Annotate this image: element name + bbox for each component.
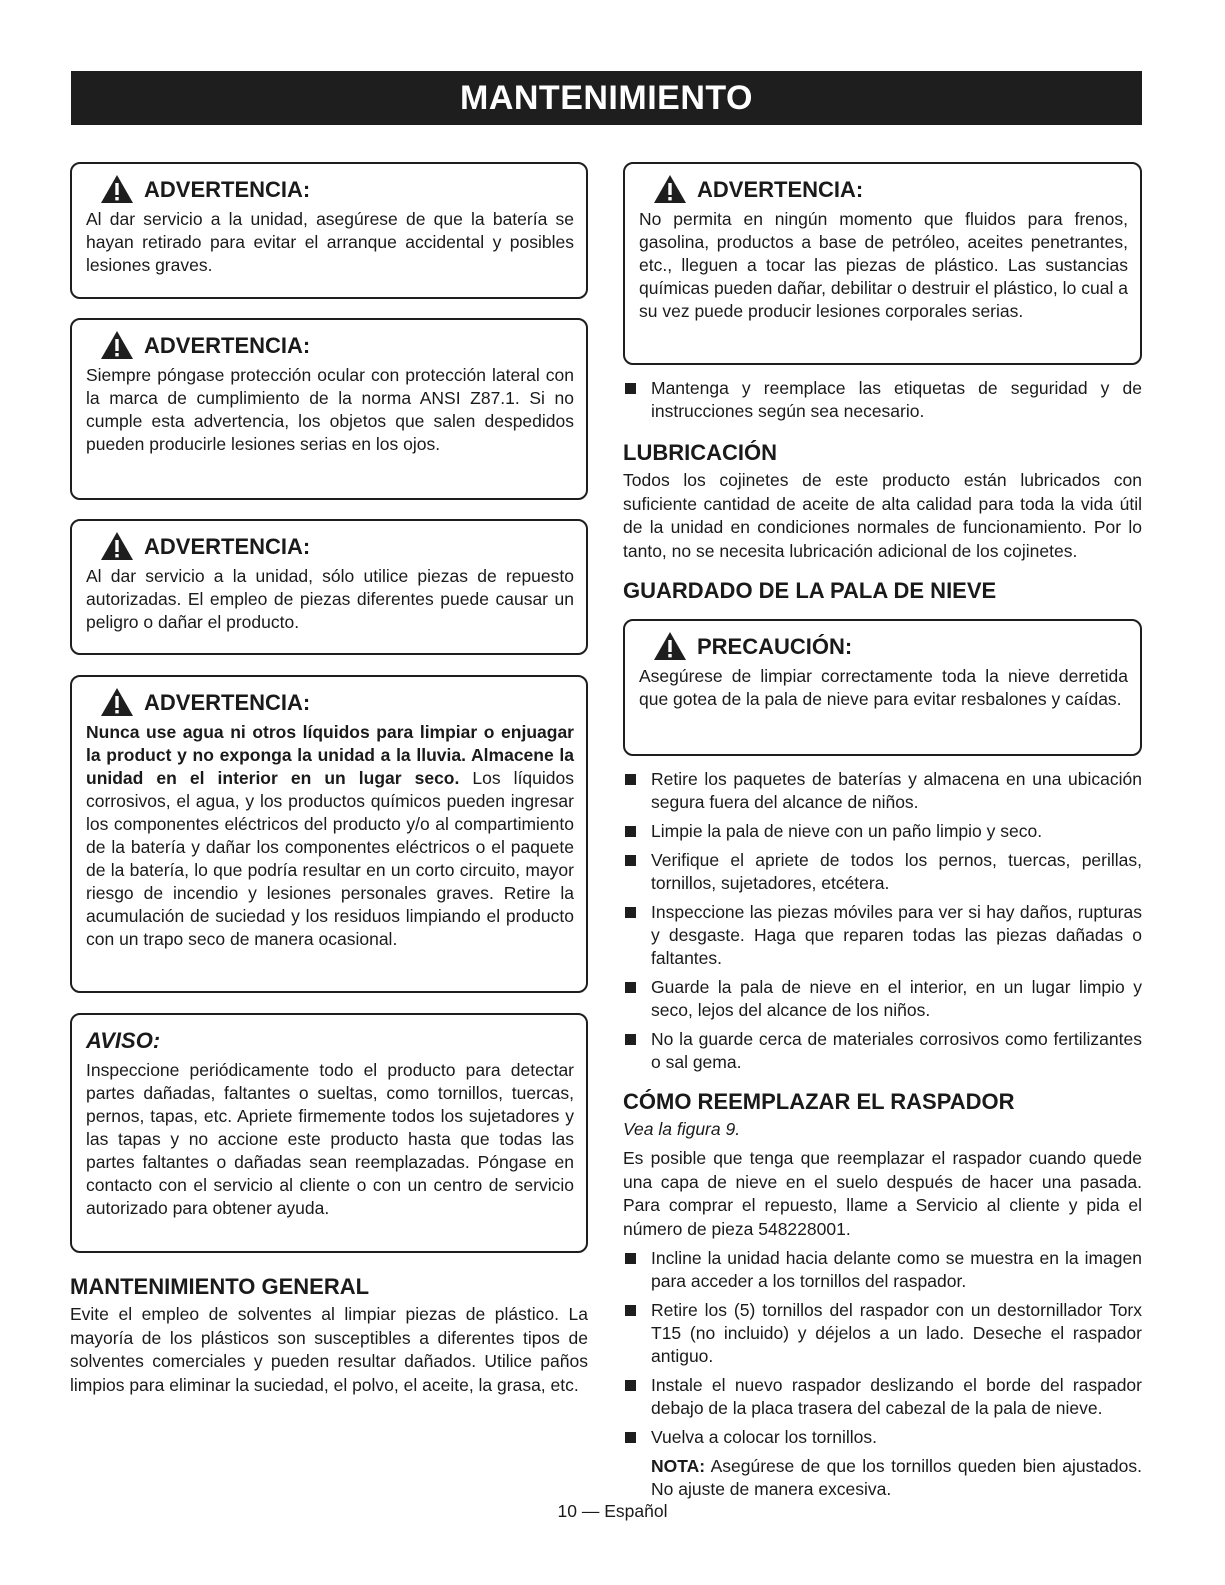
- warning-heading: [653, 170, 1128, 208]
- note-label: NOTA:: [651, 1456, 706, 1476]
- list-item-text: Instale el nuevo raspador deslizando el borde del raspador debajo de la placa trasera del cabezal de la pala de nieve.: [651, 1375, 1142, 1418]
- labels-bullet-list: [623, 377, 1142, 423]
- warning-title: ADVERTENCIA:: [144, 176, 311, 202]
- general-maintenance-text: Evite el empleo de solventes al limpiar piezas de plástico. La mayoría de los plásticos son susceptibles a diferentes tipos de solventes comerciales y pueden resultar dañados. Utilice paños limpios para eliminar la suciedad, el polvo, el aceite, la grasa, etc.: [70, 1304, 588, 1395]
- note-text: Asegúrese de que los tornillos queden bien ajustados. No ajuste de manera excesiva.: [651, 1456, 1142, 1499]
- figure-reference: Vea la figura 9.: [623, 1119, 741, 1139]
- warning-heading: [100, 170, 574, 208]
- bullet-square-icon: [625, 1305, 636, 1316]
- warning-heading: [100, 527, 574, 565]
- page-number: 10 — Español: [557, 1501, 668, 1521]
- bullet-square-icon: [625, 907, 636, 918]
- left-column: [70, 162, 588, 1397]
- list-item-text: Incline la unidad hacia delante como se muestra en la imagen para acceder a los tornillos del raspador.: [651, 1248, 1142, 1291]
- bullet-square-icon: [625, 774, 636, 785]
- section-heading-scraper: CÓMO REEMPLAZAR EL RASPADOR: [623, 1089, 1015, 1114]
- list-item-text: No la guarde cerca de materiales corrosivos como fertilizantes o sal gema.: [651, 1029, 1142, 1072]
- list-item: [623, 1426, 1142, 1449]
- caution-box: [623, 619, 1142, 756]
- list-item-text: Retire los (5) tornillos del raspador con un destornillador Torx T15 (no incluido) y déjelos a un lado. Deseche el raspador antiguo.: [651, 1300, 1142, 1366]
- bullet-square-icon: [625, 1253, 636, 1264]
- bullet-square-icon: [625, 855, 636, 866]
- notice-heading: [86, 1021, 574, 1059]
- section-heading-lubrication: LUBRICACIÓN: [623, 440, 777, 465]
- warning-title: ADVERTENCIA:: [144, 332, 311, 358]
- list-item: [623, 1028, 1142, 1074]
- warning-heading: [100, 326, 574, 364]
- section-heading-storage: GUARDADO DE LA PALA DE NIEVE: [623, 578, 997, 603]
- warning-box-eye-protection: [70, 318, 588, 500]
- warning-bold-text: Nunca use agua ni otros líquidos para limpiar o enjuagar la product y no exponga la unidad a la lluvia. Almacene la unidad en el interior en un lugar seco.: [86, 722, 574, 788]
- list-item: [623, 377, 1142, 423]
- warning-text: Al dar servicio a la unidad, sólo utilice piezas de repuesto autorizadas. El empleo de piezas diferentes puede causar un peligro o dañar el producto.: [86, 566, 574, 632]
- warning-body-text: Los líquidos corrosivos, el agua, y los productos químicos pueden ingresar los componentes eléctricos del producto y/o al compartimiento de la batería y dañar los componentes eléctricos o el paquete de la batería, lo que podría resultar en un corto circuito, mayor riesgo de incendio y lesiones personales graves. Retire la acumulación de suciedad y los residuos limpiando el producto con un trapo seco de manera ocasional.: [86, 768, 574, 949]
- scraper-text: Es posible que tenga que reemplazar el raspador cuando quede una capa de nieve en el suelo después de hacer una pasada. Para comprar el repuesto, llame a Servicio al cliente y pida el número de pieza 548228001.: [623, 1148, 1142, 1239]
- notice-text: Inspeccione periódicamente todo el producto para detectar partes dañadas, faltantes o sueltas, como tornillos, tuercas, pernos, tapas, etc. Apriete firmemente todos los sujetadores y las tapas y no accione este producto hasta que todas las partes faltantes o dañadas sean reemplazadas. Póngase en contacto con el servicio al cliente o con un centro de servicio autorizado para obtener ayuda.: [86, 1060, 574, 1218]
- warning-triangle-icon: [653, 174, 687, 204]
- list-item-text: Mantenga y reemplace las etiquetas de seguridad y de instrucciones según sea necesario.: [651, 378, 1142, 421]
- notice-title: AVISO:: [86, 1027, 161, 1053]
- bullet-square-icon: [625, 1432, 636, 1443]
- note: [623, 1455, 1142, 1501]
- warning-text: Siempre póngase protección ocular con protección lateral con la marca de cumplimiento de la norma ANSI Z87.1. Si no cumple esta advertencia, los objetos que salen despedidos pueden producirle lesiones serias en los ojos.: [86, 365, 574, 454]
- list-item-text: Guarde la pala de nieve en el interior, en un lugar limpio y seco, lejos del alcance de los niños.: [651, 977, 1142, 1020]
- warning-box-battery: [70, 162, 588, 299]
- warning-text: [86, 721, 574, 951]
- list-item-text: Inspeccione las piezas móviles para ver si hay daños, rupturas y desgaste. Haga que reparen todas las piezas dañadas o faltantes.: [651, 902, 1142, 968]
- caution-title: PRECAUCIÓN:: [697, 633, 853, 659]
- page-title-banner: [71, 71, 1142, 125]
- page-title: MANTENIMIENTO: [460, 78, 753, 117]
- caution-heading: [653, 627, 1128, 665]
- bullet-square-icon: [625, 1034, 636, 1045]
- page-footer: [0, 1501, 1225, 1522]
- warning-box-water: [70, 675, 588, 993]
- warning-box-fluids: [623, 162, 1142, 365]
- list-item-text: Verifique el apriete de todos los pernos, tuercas, perillas, tornillos, sujetadores, etcétera.: [651, 850, 1142, 893]
- list-item: [623, 820, 1142, 843]
- list-item: [623, 901, 1142, 970]
- list-item-text: Retire los paquetes de baterías y almacena en una ubicación segura fuera del alcance de niños.: [651, 769, 1142, 812]
- list-item: [623, 1299, 1142, 1368]
- section-heading-general: MANTENIMIENTO GENERAL: [70, 1274, 370, 1299]
- lubrication-text: Todos los cojinetes de este producto están lubricados con suficiente cantidad de aceite de alta calidad para toda la vida útil de la unidad en condiciones normales de funcionamiento. Por lo tanto, no se necesita lubricación adicional de los cojinetes.: [623, 470, 1142, 561]
- list-item-text: Vuelva a colocar los tornillos.: [651, 1427, 877, 1447]
- warning-title: ADVERTENCIA:: [144, 689, 311, 715]
- warning-text: Al dar servicio a la unidad, asegúrese de que la batería se hayan retirado para evitar el arranque accidental y posibles lesiones graves.: [86, 209, 574, 275]
- warning-triangle-icon: [100, 687, 134, 717]
- scraper-bullet-list: [623, 1247, 1142, 1449]
- list-item: [623, 1247, 1142, 1293]
- caution-text: Asegúrese de limpiar correctamente toda la nieve derretida que gotea de la pala de nieve para evitar resbalones y caídas.: [639, 666, 1128, 709]
- list-item: [623, 1374, 1142, 1420]
- warning-triangle-icon: [100, 174, 134, 204]
- bullet-square-icon: [625, 383, 636, 394]
- warning-triangle-icon: [100, 330, 134, 360]
- bullet-square-icon: [625, 982, 636, 993]
- warning-text: No permita en ningún momento que fluidos para frenos, gasolina, productos a base de petróleo, aceites penetrantes, etc., lleguen a tocar las piezas de plástico. Las sustancias químicas pueden dañar, debilitar o destruir el plástico, lo cual a su vez puede producir lesiones corporales serias.: [639, 209, 1128, 321]
- warning-title: ADVERTENCIA:: [697, 176, 864, 202]
- bullet-square-icon: [625, 826, 636, 837]
- warning-title: ADVERTENCIA:: [144, 533, 311, 559]
- caution-triangle-icon: [653, 631, 687, 661]
- right-column: [623, 162, 1142, 1501]
- warning-box-parts: [70, 519, 588, 655]
- storage-bullet-list: [623, 768, 1142, 1074]
- list-item: [623, 849, 1142, 895]
- list-item: [623, 768, 1142, 814]
- bullet-square-icon: [625, 1380, 636, 1391]
- list-item-text: Limpie la pala de nieve con un paño limpio y seco.: [651, 821, 1043, 841]
- notice-box: [70, 1013, 588, 1253]
- list-item: [623, 976, 1142, 1022]
- warning-heading: [100, 683, 574, 721]
- warning-triangle-icon: [100, 531, 134, 561]
